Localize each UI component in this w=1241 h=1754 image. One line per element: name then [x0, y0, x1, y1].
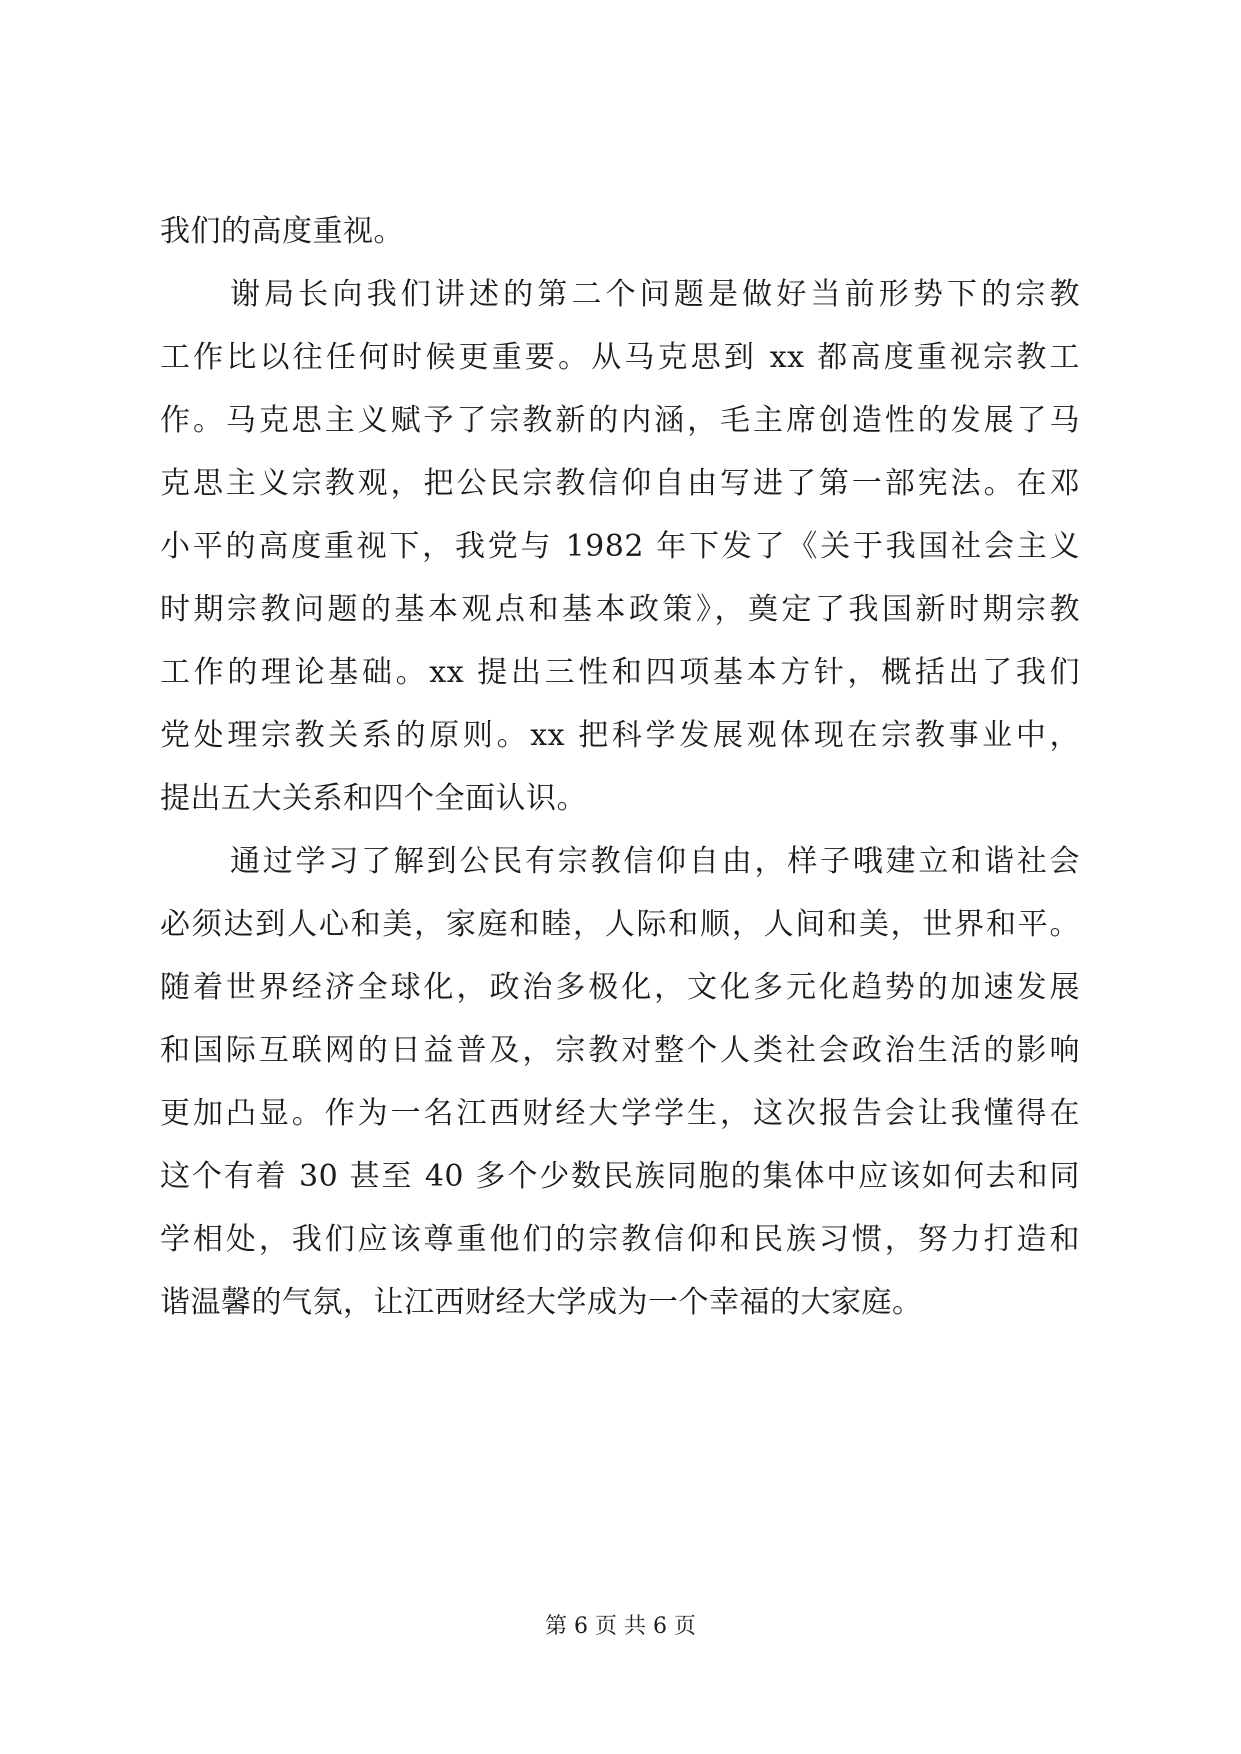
- paragraph-line: 工作比以往任何时候更重要。从马克思到 xx 都高度重视宗教工: [160, 340, 1080, 375]
- paragraph-line: 谐温馨的气氛，让江西财经大学成为一个幸福的大家庭。: [160, 1285, 923, 1320]
- paragraph-line: 提出五大关系和四个全面认识。: [160, 781, 587, 816]
- paragraph-line: 作。马克思主义赋予了宗教新的内涵，毛主席创造性的发展了马: [160, 403, 1080, 438]
- paragraph-line: 通过学习了解到公民有宗教信仰自由，样子哦建立和谐社会: [230, 844, 1080, 879]
- document-body: [160, 200, 1080, 1334]
- paragraph-line: 我们的高度重视。: [160, 214, 404, 249]
- paragraph-line: 党处理宗教关系的原则。xx 把科学发展观体现在宗教事业中，: [160, 718, 1080, 753]
- paragraph-line: 这个有着 30 甚至 40 多个少数民族同胞的集体中应该如何去和同: [160, 1159, 1080, 1194]
- paragraph-line: 小平的高度重视下，我党与 1982 年下发了《关于我国社会主义: [160, 529, 1080, 564]
- paragraph-line: 学相处，我们应该尊重他们的宗教信仰和民族习惯，努力打造和: [160, 1222, 1080, 1257]
- paragraph-line: 时期宗教问题的基本观点和基本政策》，奠定了我国新时期宗教: [160, 592, 1080, 627]
- paragraph-line: 克思主义宗教观，把公民宗教信仰自由写进了第一部宪法。在邓: [160, 466, 1080, 501]
- paragraph-line: 和国际互联网的日益普及，宗教对整个人类社会政治生活的影响: [160, 1033, 1080, 1068]
- page-number-footer: 第 6 页 共 6 页: [545, 1614, 696, 1639]
- paragraph-line: 必须达到人心和美，家庭和睦，人际和顺，人间和美，世界和平。: [160, 907, 1080, 942]
- paragraph-line: 工作的理论基础。xx 提出三性和四项基本方针，概括出了我们: [160, 655, 1080, 690]
- paragraph-line: 随着世界经济全球化，政治多极化，文化多元化趋势的加速发展: [160, 970, 1080, 1005]
- paragraph-line: 更加凸显。作为一名江西财经大学学生，这次报告会让我懂得在: [160, 1096, 1080, 1131]
- paragraph-line: 谢局长向我们讲述的第二个问题是做好当前形势下的宗教: [230, 277, 1080, 312]
